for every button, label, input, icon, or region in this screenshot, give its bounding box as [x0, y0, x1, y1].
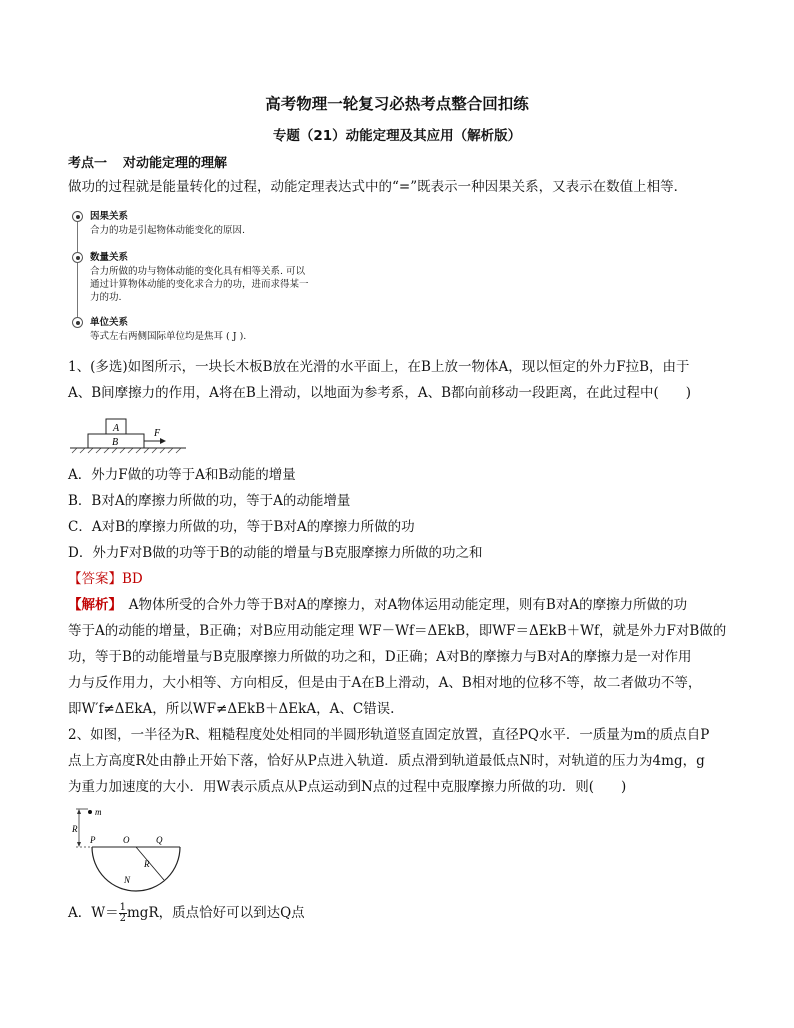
option-a-prefix: A．W＝	[68, 905, 119, 921]
relation-text: 合力所做的功与物体动能的变化具有相等关系. 可以	[90, 266, 306, 277]
answer-label: 【答案】	[68, 571, 122, 587]
analysis-text: A物体所受的合外力等于B对A的摩擦力，对A物体运用动能定理，则有B对A的摩擦力所做的功	[115, 597, 688, 613]
fraction	[119, 903, 127, 924]
fig-label-q: Q	[156, 835, 163, 845]
fig-label-r: R	[72, 824, 78, 834]
section-name: 对动能定理的理解	[123, 156, 228, 171]
document-title: 高考物理一轮复习必热考点整合回扣练	[265, 95, 529, 113]
q2-stem-line: 点上方高度R处由静止开始下落，恰好从P点进入轨道．质点滑到轨道最低点N时，对轨道的压力为4mg，g	[68, 753, 705, 769]
relation-label: 单位关系	[90, 317, 129, 328]
fig-label-a: A	[113, 423, 120, 434]
q1-analysis-line: 等于A的动能的增量，B正确；对B应用动能定理 WF－Wf＝ΔEkB，即WF＝ΔEkB＋Wf，就是外力F对B做的	[68, 623, 727, 639]
fig-label-o: O	[123, 835, 130, 845]
q1-option-b: B．B对A的摩擦力所做的功，等于A的动能增量	[68, 493, 351, 509]
q1-option-c: C．A对B的摩擦力所做的功，等于B对A的摩擦力所做的功	[68, 519, 415, 535]
q1-stem-line: A、B间摩擦力的作用，A将在B上滑动，以地面为参考系，A、B都向前移动一段距离，在此过程中( )	[68, 385, 692, 401]
relation-text: 合力的功是引起物体动能变化的原因.	[90, 225, 246, 236]
q1-analysis-line: 力与反作用力，大小相等、方向相反，但是由于A在B上滑动，A、B相对地的位移不等，故二者做功不等，	[68, 675, 702, 691]
q2-stem-line: 为重力加速度的大小．用W表示质点从P点运动到N点的过程中克服摩擦力所做的功．则( )	[68, 779, 627, 795]
q1-answer	[68, 566, 736, 592]
section-label: 考点一	[68, 156, 108, 171]
answer-value: BD	[122, 571, 143, 587]
q1-analysis-line	[68, 592, 736, 618]
fig-label-m: m	[95, 807, 102, 817]
fraction-denominator: 2	[119, 913, 126, 924]
section-heading	[68, 152, 227, 171]
relation-label: 数量关系	[90, 252, 129, 263]
q1-figure	[68, 412, 188, 462]
q1-analysis-line: 即W′f≠ΔEkA，所以WF≠ΔEkB＋ΔEkA，A、C错误.	[68, 701, 395, 717]
relation-text: 力的功.	[90, 292, 122, 303]
relation-text: 通过计算物体动能的变化求合力的功，进而求得某一	[90, 279, 309, 290]
bullet-icon	[72, 317, 83, 328]
bullet-icon	[72, 211, 83, 222]
q1-stem-line: 1、(多选)如图所示，一块长木板B放在光滑的水平面上，在B上放一物体A，现以恒定的外力F拉B，由于	[68, 359, 690, 375]
document-subtitle: 专题（21）动能定理及其应用（解析版）	[272, 128, 522, 144]
fig-label-p: P	[90, 835, 96, 845]
fraction-numerator: 1	[119, 902, 126, 913]
q1-option-d: D．外力F对B做的功等于B的动能的增量与B克服摩擦力所做的功之和	[68, 545, 483, 561]
fig-label-r-inner: R	[144, 859, 150, 869]
bullet-icon	[72, 252, 83, 263]
intro-paragraph: 做功的过程就是能量转化的过程，动能定理表达式中的“=”既表示一种因果关系，又表示在数值上相等．	[68, 179, 688, 195]
q2-stem-line: 2、如图，一半径为R、粗糙程度处处相同的半圆形轨道竖直固定放置，直径PQ水平．一质量为m的质点自P	[68, 727, 710, 743]
q2-figure	[68, 806, 188, 898]
analysis-label: 【解析】	[68, 597, 116, 613]
relation-diagram	[72, 206, 362, 346]
q1-option-a: A．外力F做的功等于A和B动能的增量	[68, 467, 296, 483]
fig-label-f: F	[154, 428, 161, 439]
q1-analysis-line: 功，等于B的动能增量与B克服摩擦力所做的功之和，D正确；A对B的摩擦力与B对A的摩擦力是一对作用	[68, 649, 692, 665]
timeline-line	[77, 216, 78, 324]
relation-text: 等式左右两侧国际单位均是焦耳 ( J ).	[90, 331, 247, 342]
option-a-suffix: mgR，质点恰好可以到达Q点	[127, 905, 305, 921]
fig-label-b: B	[112, 437, 119, 448]
q2-option-a	[68, 900, 736, 926]
fig-label-n: N	[124, 875, 131, 885]
relation-label: 因果关系	[90, 211, 129, 222]
